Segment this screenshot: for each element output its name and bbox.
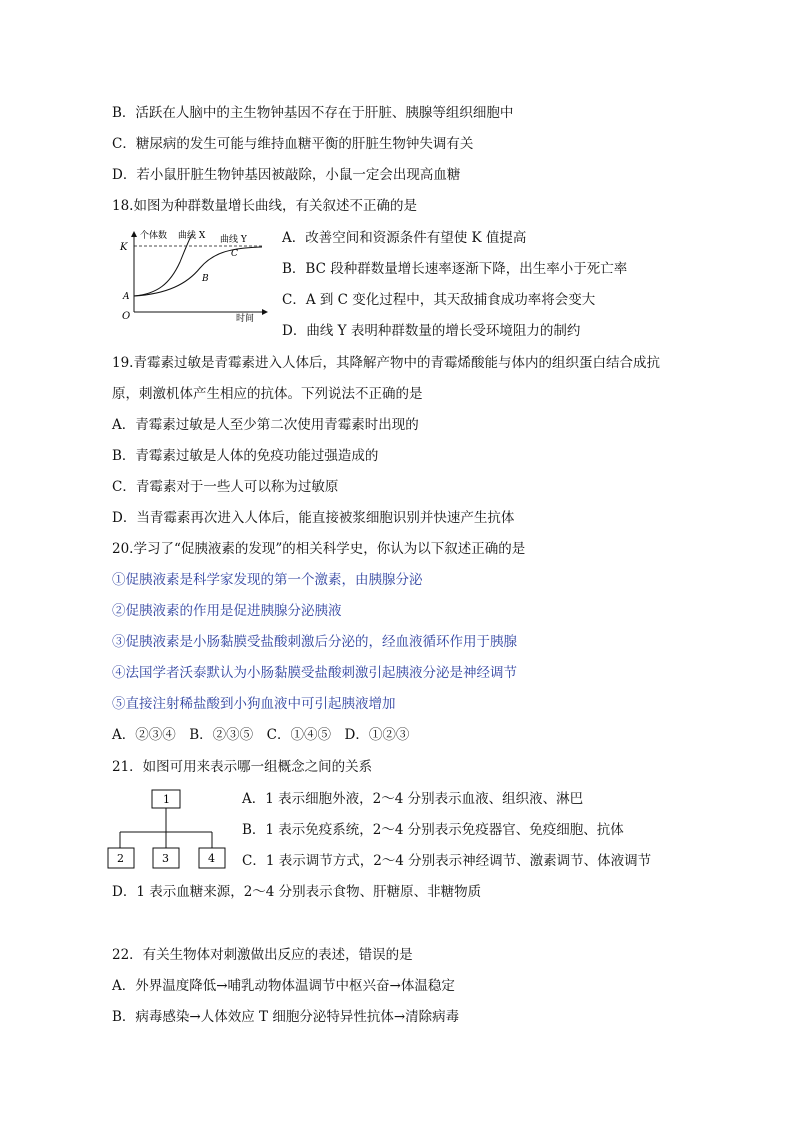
q20-item-1: ①促胰液素是科学家发现的第一个激素，由胰腺分泌 [112,572,423,588]
box-3-label: 3 [162,852,169,865]
box-2-label: 2 [117,852,124,865]
q22-option-b: B．病毒感染→人体效应 T 细胞分泌特异性抗体→清除病毒 [112,1009,460,1025]
q22-option-a: A．外界温度降低→哺乳动物体温调节中枢兴奋→体温稳定 [112,978,455,994]
q20-item-3: ③促胰液素是小肠黏膜受盐酸刺激后分泌的，经血液循环作用于胰腺 [112,634,517,650]
q17-option-c: C．糖尿病的发生可能与维持血糖平衡的肝脏生物钟失调有关 [112,136,474,152]
q20-item-5: ⑤直接注射稀盐酸到小狗血液中可引起胰液增加 [112,696,396,712]
concept-tree-figure [106,788,232,870]
q20-item-4: ④法国学者沃泰默认为小肠黏膜受盐酸刺激引起胰液分泌是神经调节 [112,665,517,681]
k-label: K [120,242,128,253]
q21-option-a: A．1 表示细胞外液，2～4 分别表示血液、组织液、淋巴 [242,791,584,807]
q19-stem-line2: 原，刺激机体产生相应的抗体。下列说法不正确的是 [112,386,423,402]
q21-option-d: D．1 表示血糖来源，2～4 分别表示食物、肝糖原、非糖物质 [112,884,482,900]
q19-option-c: C．青霉素对于一些人可以称为过敏原 [112,479,339,495]
q20-options: A．②③④ B．②③⑤ C．①④⑤ D．①②③ [112,727,410,743]
q18-stem: 18.如图为种群数量增长曲线，有关叙述不正确的是 [112,198,417,214]
q17-option-b: B．活跃在人脑中的主生物钟基因不存在于肝脏、胰腺等组织细胞中 [112,105,514,121]
q19-option-b: B．青霉素过敏是人体的免疫功能过强造成的 [112,448,379,464]
curve-x [134,234,192,296]
q22-stem: 22．有关生物体对刺激做出反应的表述，错误的是 [112,947,413,963]
q20-stem: 20.学习了“促胰液素的发现”的相关科学史，你认为以下叙述正确的是 [112,541,526,557]
box-4-label: 4 [208,852,215,865]
q21-option-c: C．1 表示调节方式，2～4 分别表示神经调节、激素调节、体液调节 [242,853,652,869]
q18-option-a: A．改善空间和资源条件有望使 K 值提高 [282,230,527,246]
q18-option-c: C．A 到 C 变化过程中，其天敌捕食成功率将会变大 [282,292,596,308]
q19-option-d: D．当青霉素再次进入人体后，能直接被浆细胞识别并快速产生抗体 [112,510,515,526]
point-a-label: A [123,292,130,302]
point-b-label: B [202,274,209,284]
q19-stem-line1: 19.青霉素过敏是青霉素进入人体后，其降解产物中的青霉烯酸能与体内的组织蛋白结合成抗 [112,355,660,371]
origin-label: O [122,311,131,322]
box-1-label: 1 [163,793,170,806]
x-axis-label: 时间 [236,314,255,322]
point-c-label: C [231,249,238,259]
q21-stem: 21．如图可用来表示哪一组概念之间的关系 [112,759,373,775]
q19-option-a: A．青霉素过敏是人至少第二次使用青霉素时出现的 [112,417,419,433]
q18-option-b: B．BC 段种群数量增长速率逐渐下降，出生率小于死亡率 [282,261,628,277]
curve-x-label: 曲线 X [178,231,206,241]
q17-option-d: D．若小鼠肝脏生物钟基因被敲除，小鼠一定会出现高血糖 [112,167,461,183]
curve-y-label: 曲线 Y [220,235,247,245]
q18-option-d: D．曲线 Y 表明种群数量的增长受环境阻力的制约 [282,323,581,339]
q20-item-2: ②促胰液素的作用是促进胰腺分泌胰液 [112,603,342,619]
population-growth-figure [112,226,272,322]
y-axis-label: 个体数 [140,231,168,241]
curve-y [134,247,262,296]
q21-option-b: B．1 表示免疫系统，2～4 分别表示免疫器官、免疫细胞、抗体 [242,822,624,838]
